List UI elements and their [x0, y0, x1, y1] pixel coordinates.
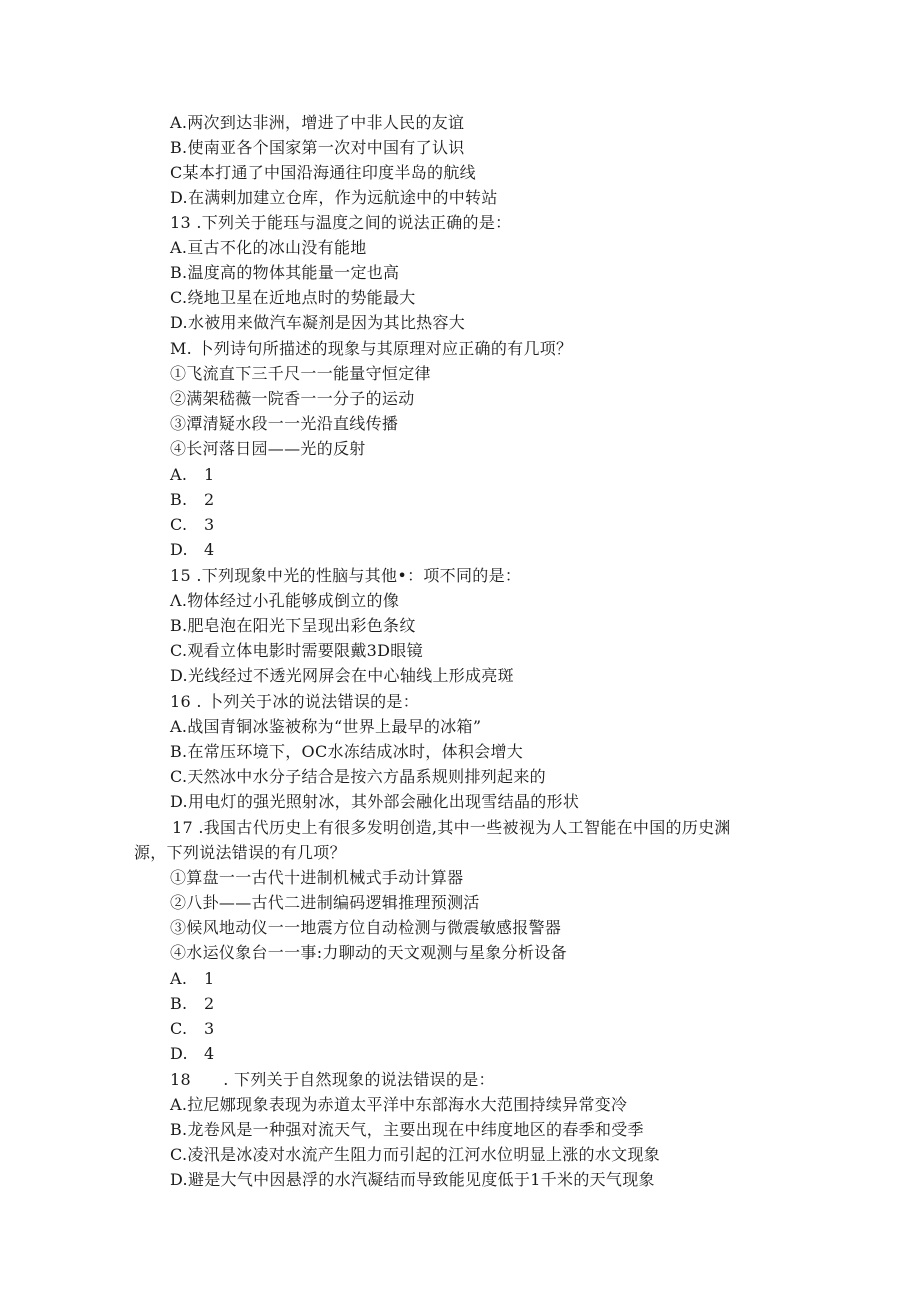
q14-option-a-letter: A. [170, 465, 188, 484]
q14-option-b-value: 2 [204, 490, 215, 509]
q14-option-d-value: 4 [204, 540, 215, 559]
q17-option-a [170, 966, 214, 991]
q18-option-c: C.凌汛是冰凌对水流产生阻力而引起的江河水位明显上涨的水文现象 [170, 1145, 661, 1164]
q17-option-c [170, 1016, 214, 1041]
q15-option-a: Λ.物体经过小孔能够成倒立的像 [170, 591, 400, 610]
q14-item-3: ③潭清疑水段一一光沿直线传播 [170, 414, 399, 433]
q16-option-b: B.在常压环境下，OC水冻结成冰时，体积会增大 [170, 742, 524, 761]
q14-option-c [170, 512, 214, 537]
q13-stem: 13 .下列关于能珏与温度之间的说法正确的是： [170, 213, 512, 232]
q16-option-c: C.天然冰中水分子结合是按六方晶系规则排列起来的 [170, 767, 546, 786]
q17-option-a-letter: A. [170, 969, 188, 988]
q13-option-c: C.绕地卫星在近地点时的势能最大 [170, 288, 416, 307]
q17-item-1: ①算盘一一古代十进制机械式手动计算器 [170, 868, 464, 887]
q14-item-2: ②满架嵇薇一院香一一分子的运动 [170, 389, 415, 408]
q18-option-b: B.龙卷风是一种强对流天气，主要出现在中纬度地区的春季和受季 [170, 1120, 644, 1139]
q14-option-a-value: 1 [204, 465, 215, 484]
q14-item-1: ①飞流直下三千尺一一能量守恒定律 [170, 364, 431, 383]
q15-stem: 15 .下列现象中光的性脑与其他•：项不同的是： [170, 566, 522, 585]
q14-option-d [170, 537, 214, 562]
q12-option-c: C某本打通了中国沿海通往印度半岛的航线 [170, 163, 476, 182]
q14-stem: M. 卜列诗句所描述的现象与其原理对应正确的有几项？ [170, 339, 573, 358]
q17-item-2: ②八卦——古代二进制编码逻辑推理预测活 [170, 893, 480, 912]
q15-option-b: B.肥皂泡在阳光下呈现出彩色条纹 [170, 616, 416, 635]
q17-option-d-value: 4 [204, 1044, 215, 1063]
q16-stem: 16 . 卜列关于冰的说法错误的是： [170, 692, 420, 711]
q17-stem-line-1: 17 .我国古代历史上有很多发明创造,其中一些被视为人工智能在中国的历史渊 [172, 818, 731, 837]
q14-option-b [170, 487, 214, 512]
q15-option-c: C.观看立体电影时需要限戴3D眼镜 [170, 641, 423, 660]
q15-option-d: D.光线经过不透光网屏会在中心轴线上形成亮斑 [170, 666, 514, 685]
q16-option-d: D.用电灯的强光照射冰，其外部会融化出现雪结晶的形状 [170, 792, 580, 811]
q17-option-a-value: 1 [204, 969, 215, 988]
q17-item-3: ③候风地动仪一一地震方位自动检测与微震敏感报警器 [170, 918, 562, 937]
q17-stem-line-2: 源，下列说法错误的有几项？ [134, 843, 346, 862]
q17-option-c-value: 3 [204, 1019, 215, 1038]
q14-option-c-value: 3 [204, 515, 215, 534]
q14-option-d-letter: D. [170, 540, 188, 559]
q14-item-4: ④长河落日园——光的反射 [170, 439, 366, 458]
q13-option-d: D.水被用来做汽车凝剂是因为其比热容大 [170, 313, 466, 332]
q17-option-d-letter: D. [170, 1044, 188, 1063]
q18-option-a: A.拉尼娜现象表现为赤道太平洋中东部海水大范围持续异常变冷 [170, 1095, 628, 1114]
q12-option-d: D.在满剌加建立仓库，作为远航途中的中转站 [170, 188, 498, 207]
q17-option-b-letter: B. [170, 994, 188, 1013]
q17-option-d [170, 1041, 214, 1066]
q12-option-a: A.两次到达非洲，增进了中非人民的友谊 [170, 113, 465, 132]
q12-option-b: B.使南亚各个国家第一次对中国有了认识 [170, 138, 465, 157]
q17-option-b [170, 991, 214, 1016]
q13-option-a: A.亘古不化的冰山没有能地 [170, 238, 367, 257]
q17-option-c-letter: C. [170, 1019, 188, 1038]
q13-option-b: B.温度高的物体其能量一定也高 [170, 263, 400, 282]
q14-option-c-letter: C. [170, 515, 188, 534]
q14-option-a [170, 462, 214, 487]
q14-option-b-letter: B. [170, 490, 188, 509]
q18-stem: 18 . 下列关于自然现象的说法错误的是： [170, 1070, 495, 1089]
q18-option-d: D.避是大气中因悬浮的水汽凝结而导致能见度低于1千米的天气现象 [170, 1170, 655, 1189]
q16-option-a: A.战国青铜冰鉴被称为“世界上最早的冰箱” [170, 717, 482, 736]
q17-option-b-value: 2 [204, 994, 215, 1013]
q17-item-4: ④水运仪象台一一事:力聊动的天文观测与星象分析设备 [170, 943, 567, 962]
